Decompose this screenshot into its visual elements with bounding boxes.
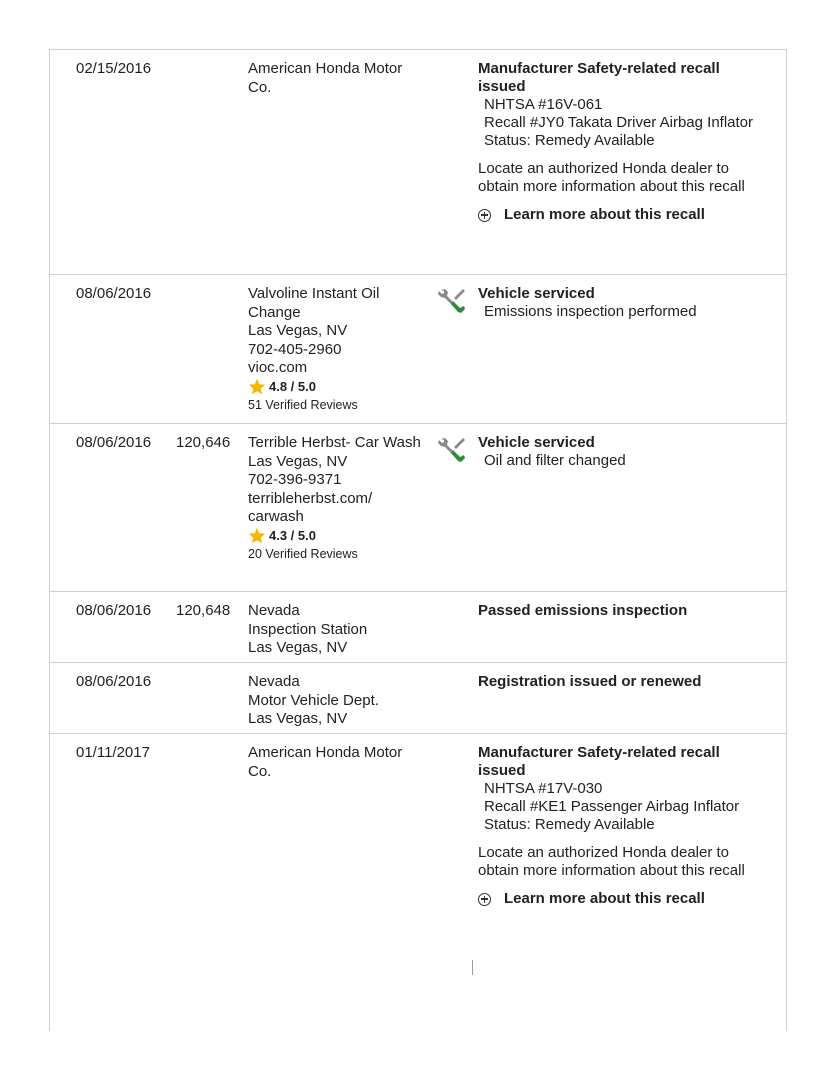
- rating[interactable]: [248, 378, 428, 397]
- learn-more-label: Learn more about this recall: [504, 890, 705, 907]
- row-mileage: 120,648: [176, 602, 231, 619]
- row-detail: [478, 744, 768, 908]
- source-line: Nevada: [248, 602, 300, 619]
- event-title: Passed emissions inspection: [478, 602, 688, 619]
- source-line: Terrible Herbst- Car Wash: [248, 434, 421, 451]
- history-row: [50, 50, 786, 275]
- source-line: 702-396-9371: [248, 471, 342, 488]
- event-detail: Oil and filter changed: [484, 452, 626, 469]
- row-date: 08/06/2016: [76, 285, 152, 302]
- row-detail: [478, 602, 768, 620]
- history-row: [50, 592, 786, 663]
- row-source: [248, 744, 428, 781]
- history-row: [50, 424, 786, 592]
- source-line: Las Vegas, NV: [248, 639, 348, 656]
- dealer-note: Locate an authorized Honda dealer to obtain more information about this recall: [478, 160, 745, 195]
- reviews-count[interactable]: 51 Verified Reviews: [248, 398, 358, 412]
- star-icon: [248, 527, 266, 544]
- row-detail: [478, 285, 768, 321]
- event-detail: Status: Remedy Available: [484, 132, 655, 149]
- row-detail: [478, 60, 768, 224]
- history-row: [50, 734, 786, 960]
- source-line: Nevada: [248, 673, 300, 690]
- row-detail: [478, 673, 768, 691]
- rating-value: 4.3 / 5.0: [269, 527, 316, 543]
- event-title: Manufacturer Safety-related recall issued: [478, 60, 720, 95]
- row-source: [248, 434, 428, 564]
- source-line: Valvoline Instant Oil Change: [248, 285, 380, 321]
- event-detail: Status: Remedy Available: [484, 816, 655, 833]
- source-line: Co.: [248, 762, 272, 780]
- source-link[interactable]: terribleherbst.com/ carwash: [248, 489, 373, 525]
- row-date: 08/06/2016: [76, 673, 152, 690]
- event-title: Vehicle serviced: [478, 285, 595, 302]
- row-date: 08/06/2016: [76, 434, 152, 451]
- timeline-line: [472, 960, 473, 975]
- row-date: 01/11/2017: [76, 744, 150, 761]
- row-source: [248, 60, 428, 97]
- tools-icon: [437, 287, 467, 315]
- row-detail: [478, 434, 768, 470]
- star-icon: [248, 378, 266, 395]
- learn-more-link[interactable]: [478, 206, 768, 224]
- reviews-count[interactable]: 20 Verified Reviews: [248, 547, 358, 561]
- history-row: [50, 663, 786, 734]
- row-source: [248, 673, 428, 729]
- row-date: 08/06/2016: [76, 602, 152, 619]
- event-title: Registration issued or renewed: [478, 673, 702, 690]
- row-source: [248, 602, 428, 658]
- source-line: Las Vegas, NV: [248, 322, 348, 339]
- history-row: [50, 275, 786, 424]
- source-line: American Honda Motor: [248, 744, 403, 761]
- dealer-note: Locate an authorized Honda dealer to obtain more information about this recall: [478, 844, 745, 879]
- row-date: 02/15/2016: [76, 60, 152, 77]
- plus-circle-icon: [478, 893, 491, 906]
- source-line: American Honda Motor: [248, 60, 403, 77]
- source-line: Las Vegas, NV: [248, 710, 348, 727]
- event-title: Manufacturer Safety-related recall issued: [478, 744, 720, 779]
- source-line: Co.: [248, 78, 272, 96]
- rating-value: 4.8 / 5.0: [269, 378, 316, 394]
- event-detail: NHTSA #17V-030: [484, 780, 603, 797]
- row-source: [248, 285, 428, 415]
- learn-more-link[interactable]: [478, 890, 768, 908]
- event-detail: Recall #KE1 Passenger Airbag Inflator: [484, 798, 740, 815]
- event-title: Vehicle serviced: [478, 434, 595, 451]
- source-line: 702-405-2960: [248, 340, 342, 358]
- event-detail: Emissions inspection performed: [484, 303, 697, 320]
- event-detail: Recall #JY0 Takata Driver Airbag Inflator: [484, 114, 754, 131]
- source-line: Inspection Station: [248, 620, 368, 638]
- source-link[interactable]: vioc.com: [248, 359, 308, 376]
- source-line: Las Vegas, NV: [248, 452, 348, 470]
- rating[interactable]: [248, 527, 428, 546]
- source-line: Motor Vehicle Dept.: [248, 691, 379, 709]
- frame-right: [786, 49, 787, 1031]
- event-detail: NHTSA #16V-061: [484, 96, 603, 113]
- tools-icon: [437, 436, 467, 464]
- learn-more-label: Learn more about this recall: [504, 206, 705, 223]
- plus-circle-icon: [478, 209, 491, 222]
- row-mileage: 120,646: [176, 434, 231, 451]
